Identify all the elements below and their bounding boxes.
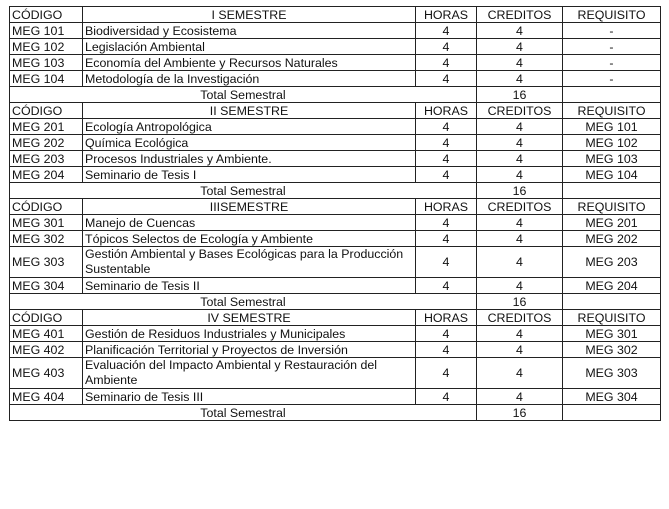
course-credits: 4: [477, 151, 563, 167]
course-row: [10, 71, 661, 87]
course-hours: 4: [416, 167, 477, 183]
total-row: [10, 294, 661, 310]
course-name: Metodología de la Investigación: [83, 71, 416, 87]
creditos-header: CREDITOS: [477, 310, 563, 326]
total-empty-cell: [563, 87, 661, 103]
course-requisite: MEG 301: [563, 326, 661, 342]
course-name: Gestión Ambiental y Bases Ecológicas para la Producción Sustentable: [83, 247, 416, 278]
course-requisite: MEG 303: [563, 358, 661, 389]
course-name: Planificación Territorial y Proyectos de Inversión: [83, 342, 416, 358]
course-credits: 4: [477, 389, 563, 405]
course-credits: 4: [477, 278, 563, 294]
course-code: MEG 401: [10, 326, 83, 342]
course-requisite: MEG 104: [563, 167, 661, 183]
course-name: Ecología Antropológica: [83, 119, 416, 135]
requisito-header: REQUISITO: [563, 310, 661, 326]
course-requisite: MEG 203: [563, 247, 661, 278]
total-credits: 16: [477, 405, 563, 421]
course-hours: 4: [416, 278, 477, 294]
horas-header: HORAS: [416, 103, 477, 119]
creditos-header: CREDITOS: [477, 199, 563, 215]
total-row: [10, 405, 661, 421]
course-requisite: MEG 302: [563, 342, 661, 358]
creditos-header: CREDITOS: [477, 7, 563, 23]
semester-title: I SEMESTRE: [83, 7, 416, 23]
semester-title: IIISEMESTRE: [83, 199, 416, 215]
course-credits: 4: [477, 39, 563, 55]
codigo-header: CÓDIGO: [10, 103, 83, 119]
course-credits: 4: [477, 231, 563, 247]
course-name: Seminario de Tesis II: [83, 278, 416, 294]
course-requisite: MEG 102: [563, 135, 661, 151]
course-code: MEG 303: [10, 247, 83, 278]
course-requisite: MEG 204: [563, 278, 661, 294]
codigo-header: CÓDIGO: [10, 7, 83, 23]
course-hours: 4: [416, 389, 477, 405]
course-name: Manejo de Cuencas: [83, 215, 416, 231]
creditos-header: CREDITOS: [477, 103, 563, 119]
course-requisite: -: [563, 55, 661, 71]
course-row: [10, 326, 661, 342]
course-code: MEG 202: [10, 135, 83, 151]
course-hours: 4: [416, 231, 477, 247]
course-hours: 4: [416, 215, 477, 231]
course-credits: 4: [477, 215, 563, 231]
course-credits: 4: [477, 23, 563, 39]
course-requisite: -: [563, 71, 661, 87]
course-credits: 4: [477, 71, 563, 87]
course-code: MEG 301: [10, 215, 83, 231]
course-code: MEG 204: [10, 167, 83, 183]
course-name: Evaluación del Impacto Ambiental y Restauración del Ambiente: [83, 358, 416, 389]
course-requisite: MEG 201: [563, 215, 661, 231]
horas-header: HORAS: [416, 310, 477, 326]
total-empty-cell: [563, 183, 661, 199]
requisito-header: REQUISITO: [563, 7, 661, 23]
total-empty-cell: [563, 405, 661, 421]
course-requisite: MEG 103: [563, 151, 661, 167]
course-code: MEG 302: [10, 231, 83, 247]
course-row: [10, 247, 661, 278]
course-code: MEG 103: [10, 55, 83, 71]
course-hours: 4: [416, 358, 477, 389]
semester-title: IV SEMESTRE: [83, 310, 416, 326]
course-name: Seminario de Tesis I: [83, 167, 416, 183]
course-row: [10, 151, 661, 167]
total-credits: 16: [477, 87, 563, 103]
course-requisite: MEG 202: [563, 231, 661, 247]
course-name: Seminario de Tesis III: [83, 389, 416, 405]
course-credits: 4: [477, 342, 563, 358]
course-hours: 4: [416, 55, 477, 71]
semester-header-row: [10, 103, 661, 119]
horas-header: HORAS: [416, 7, 477, 23]
total-credits: 16: [477, 294, 563, 310]
course-hours: 4: [416, 39, 477, 55]
course-requisite: MEG 101: [563, 119, 661, 135]
total-row: [10, 87, 661, 103]
course-hours: 4: [416, 135, 477, 151]
course-hours: 4: [416, 247, 477, 278]
course-hours: 4: [416, 119, 477, 135]
course-requisite: MEG 304: [563, 389, 661, 405]
course-row: [10, 342, 661, 358]
course-credits: 4: [477, 326, 563, 342]
course-credits: 4: [477, 167, 563, 183]
course-code: MEG 104: [10, 71, 83, 87]
course-hours: 4: [416, 151, 477, 167]
total-label: Total Semestral: [10, 183, 477, 199]
course-row: [10, 215, 661, 231]
course-credits: 4: [477, 358, 563, 389]
course-credits: 4: [477, 135, 563, 151]
course-hours: 4: [416, 342, 477, 358]
horas-header: HORAS: [416, 199, 477, 215]
course-name: Gestión de Residuos Industriales y Municipales: [83, 326, 416, 342]
course-credits: 4: [477, 119, 563, 135]
course-row: [10, 23, 661, 39]
course-credits: 4: [477, 55, 563, 71]
total-label: Total Semestral: [10, 87, 477, 103]
course-name: Procesos Industriales y Ambiente.: [83, 151, 416, 167]
course-row: [10, 231, 661, 247]
course-name: Tópicos Selectos de Ecología y Ambiente: [83, 231, 416, 247]
course-code: MEG 404: [10, 389, 83, 405]
course-code: MEG 402: [10, 342, 83, 358]
semester-title: II SEMESTRE: [83, 103, 416, 119]
total-label: Total Semestral: [10, 294, 477, 310]
course-name: Química Ecológica: [83, 135, 416, 151]
course-code: MEG 403: [10, 358, 83, 389]
total-label: Total Semestral: [10, 405, 477, 421]
codigo-header: CÓDIGO: [10, 199, 83, 215]
course-credits: 4: [477, 247, 563, 278]
requisito-header: REQUISITO: [563, 199, 661, 215]
course-requisite: -: [563, 23, 661, 39]
course-hours: 4: [416, 23, 477, 39]
course-code: MEG 203: [10, 151, 83, 167]
course-row: [10, 119, 661, 135]
semester-header-row: [10, 199, 661, 215]
codigo-header: CÓDIGO: [10, 310, 83, 326]
total-row: [10, 183, 661, 199]
course-hours: 4: [416, 326, 477, 342]
course-row: [10, 389, 661, 405]
total-credits: 16: [477, 183, 563, 199]
course-row: [10, 358, 661, 389]
course-row: [10, 167, 661, 183]
course-code: MEG 102: [10, 39, 83, 55]
semester-header-row: [10, 310, 661, 326]
total-empty-cell: [563, 294, 661, 310]
course-row: [10, 135, 661, 151]
course-requisite: -: [563, 39, 661, 55]
course-name: Legislación Ambiental: [83, 39, 416, 55]
course-code: MEG 201: [10, 119, 83, 135]
course-row: [10, 278, 661, 294]
semester-header-row: [10, 7, 661, 23]
requisito-header: REQUISITO: [563, 103, 661, 119]
course-code: MEG 101: [10, 23, 83, 39]
course-row: [10, 39, 661, 55]
course-row: [10, 55, 661, 71]
course-hours: 4: [416, 71, 477, 87]
course-name: Biodiversidad y Ecosistema: [83, 23, 416, 39]
course-name: Economía del Ambiente y Recursos Naturales: [83, 55, 416, 71]
curriculum-table: [9, 6, 661, 421]
course-code: MEG 304: [10, 278, 83, 294]
